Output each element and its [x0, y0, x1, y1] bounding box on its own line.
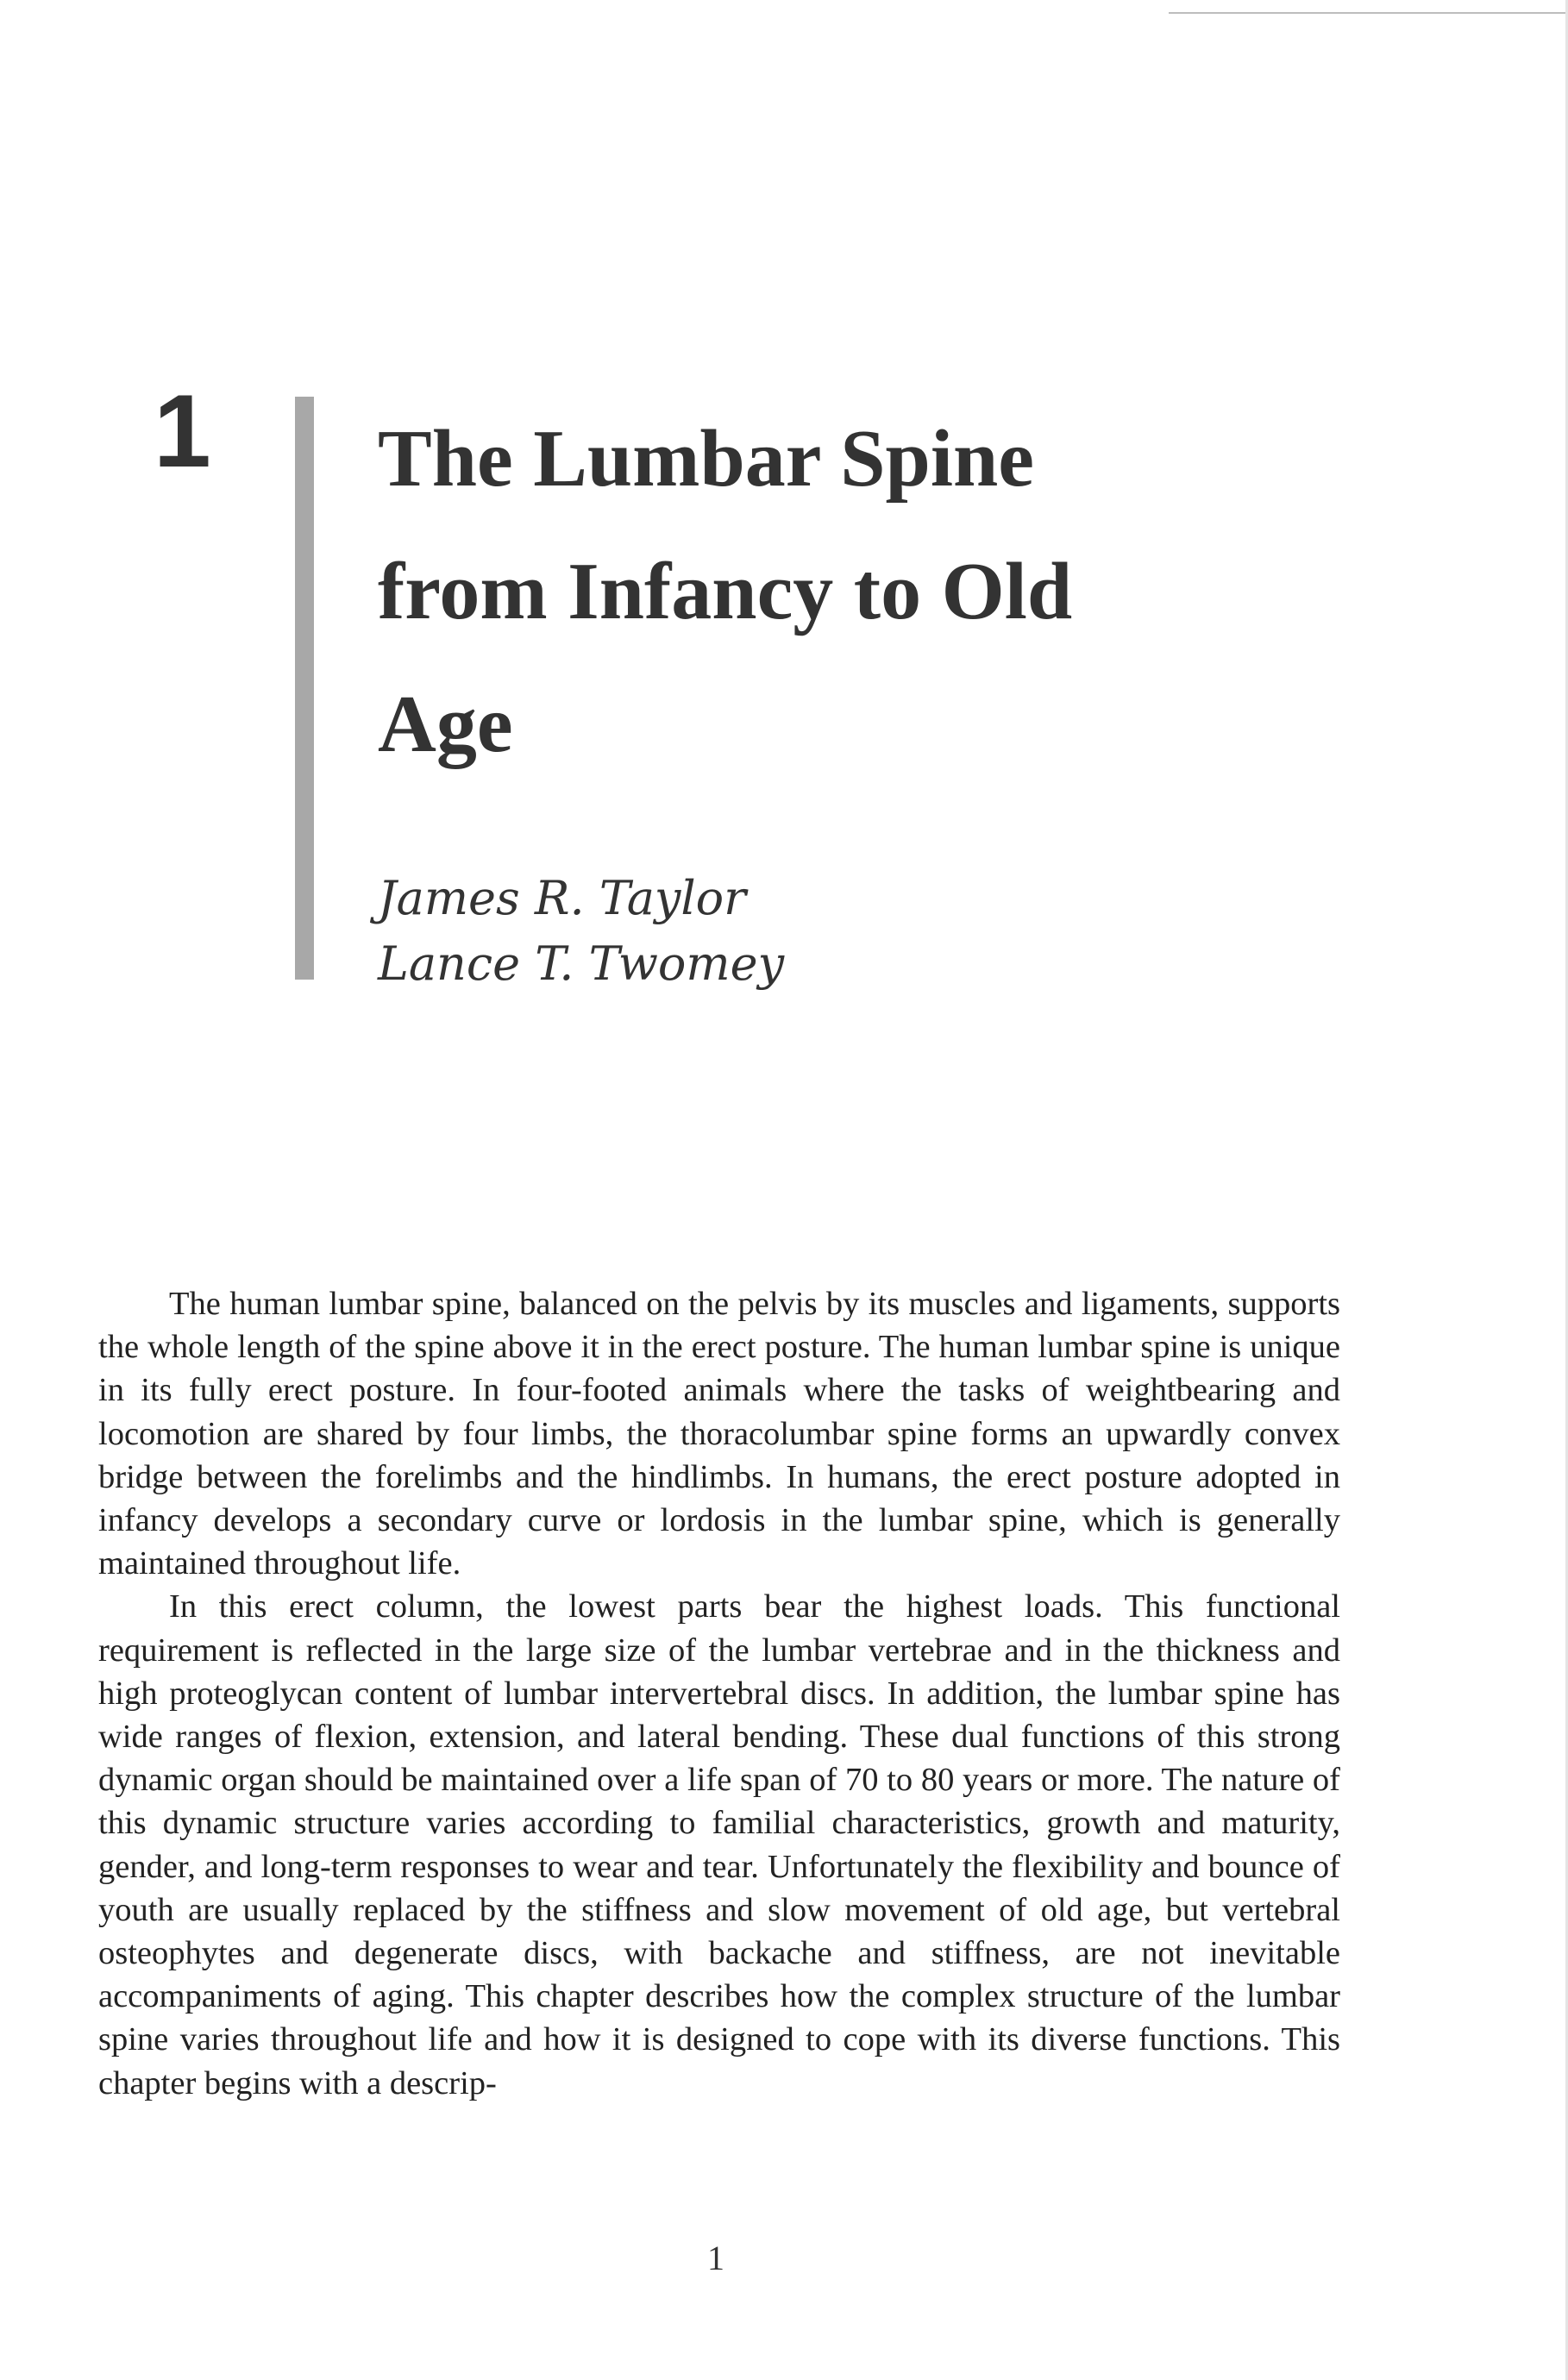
chapter-number: 1 [154, 373, 211, 489]
authors [378, 866, 784, 997]
author-name: James R. Taylor [378, 871, 746, 925]
top-rule [1169, 12, 1568, 14]
chapter-title [378, 392, 1413, 791]
author-name: Lance T. Twomey [378, 936, 785, 991]
paragraph: In this erect column, the lowest parts bear the highest loads. This functional requirement is reflected in the large size of the lumbar vertebrae and in the thickness and high proteoglycan content of lumbar intervertebral discs. In addition, the lumbar spine has wide ranges of flexion, extension, and lateral bending. These dual functions of this strong dynamic organ should be maintained over a life span of 70 to 80 years or more. The nature of this dynamic structure varies according to familial characteristics, growth and maturity, gender, and long-term responses to wear and tear. Unfortunately the flexibility and bounce of youth are usually replaced by the stiffness and slow movement of old age, but vertebral osteophytes and degenerate discs, with backache and stiffness, are not inevitable accompaniments of aging. This chapter describes how the complex structure of the lumbar spine varies throughout life and how it is designed to cope with its diverse functions. This chapter begins with a descrip- [98, 1588, 1340, 2101]
chapter-title-line: The Lumbar Spine [378, 414, 1034, 504]
chapter-bar [295, 397, 314, 980]
body-text [98, 1282, 1340, 2105]
paragraph: The human lumbar spine, balanced on the pelvis by its muscles and ligaments, supports the whole length of the spine above it in the erect posture. The human lumbar spine is unique in its fully erect posture. In four-footed animals where the tasks of weightbearing and locomotion are shared by four limbs, the thoracolumbar spine forms an upwardly convex bridge between the forelimbs and the hindlimbs. In humans, the erect posture adopted in infancy develops a secondary curve or lordosis in the lumbar spine, which is generally maintained throughout life. [98, 1286, 1340, 1582]
chapter-title-line: Age [378, 680, 513, 769]
page-number: 1 [707, 2239, 724, 2277]
chapter-title-line: from Infancy to Old [378, 547, 1073, 636]
